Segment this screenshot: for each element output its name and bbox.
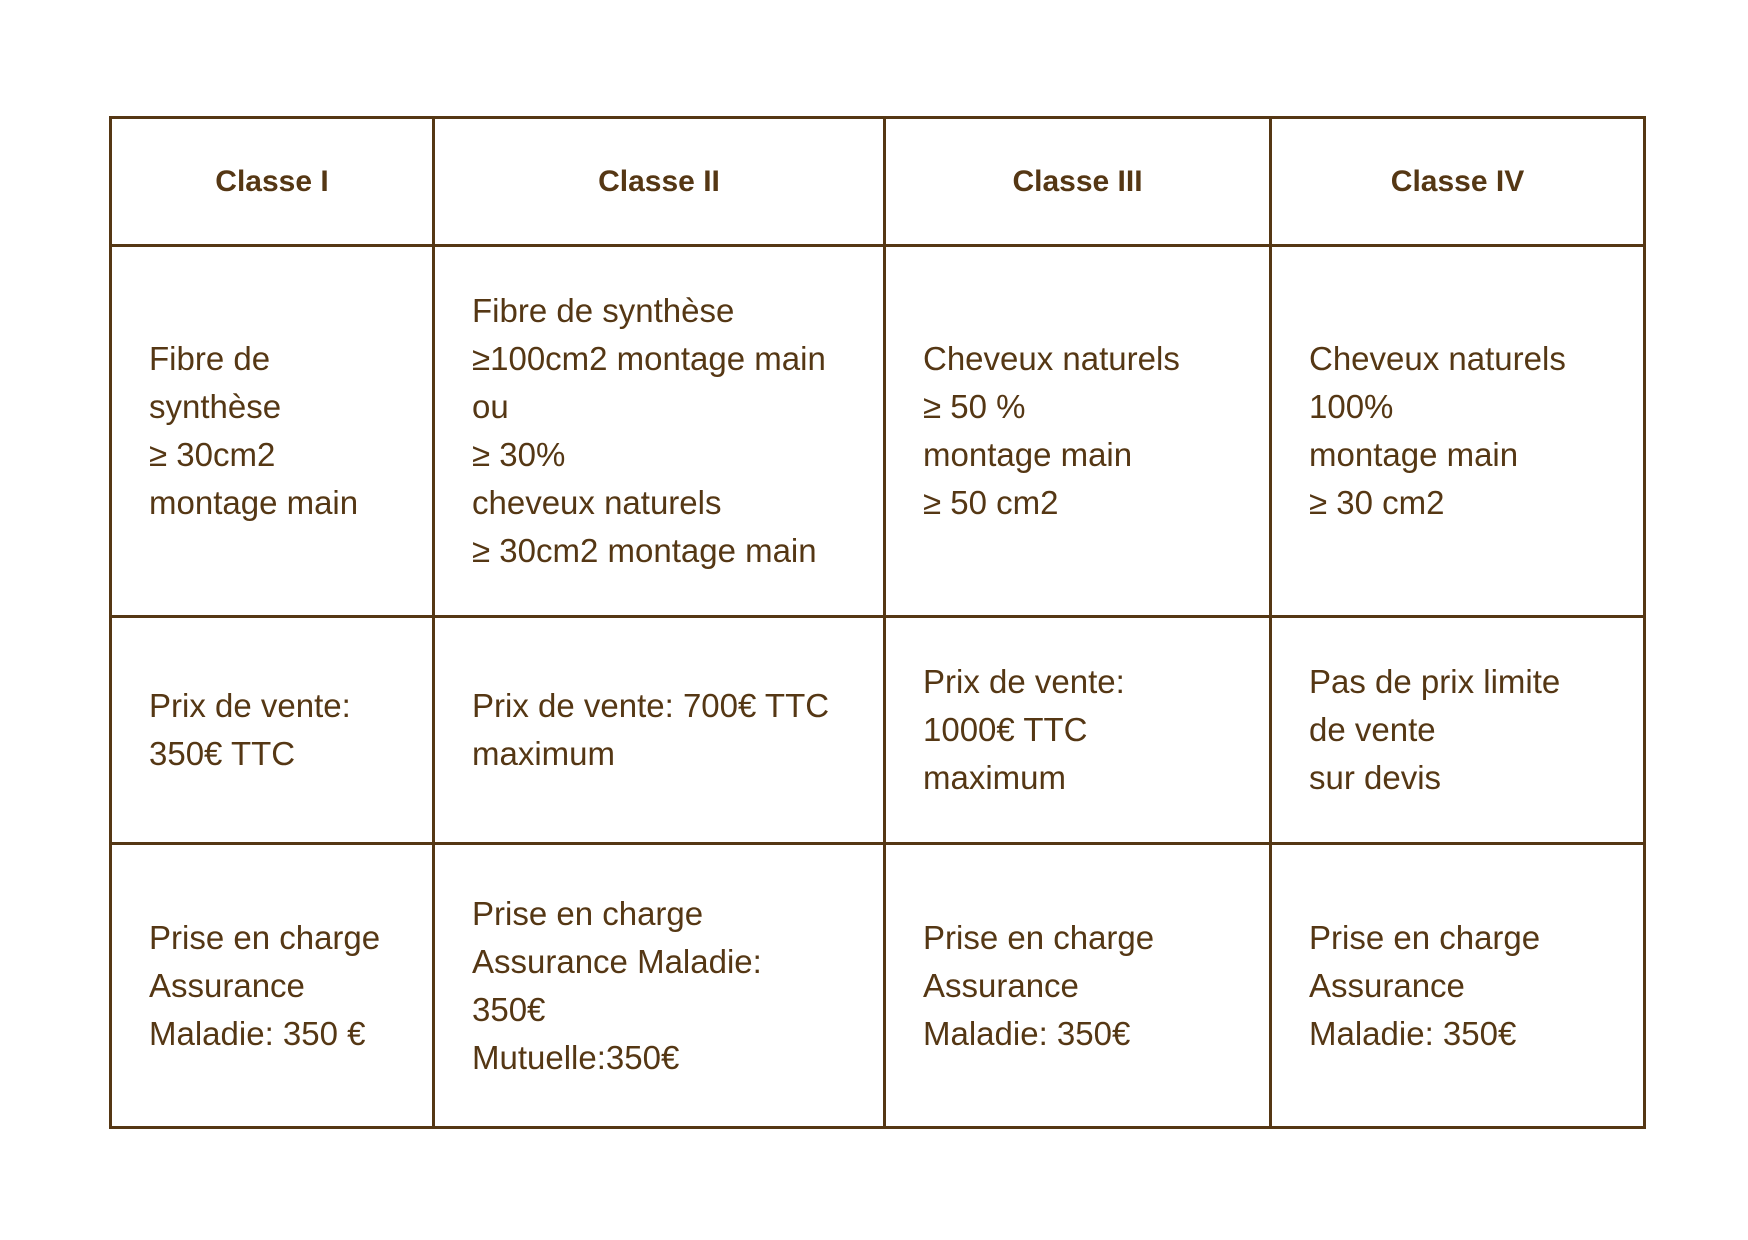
cell-classe-2-insurance — [434, 844, 885, 1128]
cell-line: 1000€ TTC — [923, 711, 1088, 748]
cell-line: sur devis — [1309, 759, 1442, 796]
cell-classe-2-description — [434, 246, 885, 617]
cell-line: Assurance Maladie: — [472, 942, 762, 980]
cell-line: maximum — [472, 735, 616, 772]
cell-line: montage main — [1309, 436, 1519, 473]
cell-line: Maladie: 350€ — [923, 1014, 1131, 1052]
header-classe-2: Classe II — [434, 118, 885, 246]
cell-line: Prise en charge — [472, 894, 704, 932]
header-row — [111, 118, 1645, 246]
cell-line: Assurance — [1309, 966, 1465, 1004]
cell-line: ≥ 30cm2 montage main — [472, 532, 817, 569]
header-classe-3: Classe III — [885, 118, 1271, 246]
cell-line: cheveux naturels — [472, 484, 722, 521]
cell-line: Fibre de — [149, 340, 271, 377]
cell-line: Prise en charge — [923, 918, 1155, 956]
cell-line: ≥ 30cm2 — [149, 436, 276, 473]
cell-classe-1-price — [111, 617, 434, 844]
cell-line: montage main — [923, 436, 1133, 473]
cell-line: Prix de vente: — [149, 687, 351, 724]
cell-line: Prise en charge — [149, 918, 381, 956]
cell-line: 350€ — [472, 990, 546, 1028]
cell-line: Maladie: 350€ — [1309, 1014, 1517, 1052]
cell-line: ≥ 50 % — [923, 388, 1026, 425]
cell-line: de vente — [1309, 711, 1436, 748]
cell-line: Cheveux naturels — [923, 340, 1180, 377]
cell-line: synthèse — [149, 388, 282, 425]
cell-classe-2-price — [434, 617, 885, 844]
table-row-price — [111, 617, 1645, 844]
cell-line: Pas de prix limite — [1309, 663, 1561, 700]
cell-line: Assurance — [149, 966, 305, 1004]
cell-classe-4-price — [1271, 617, 1645, 844]
cell-line: ≥100cm2 montage main — [472, 340, 826, 377]
cell-line: Mutuelle:350€ — [472, 1038, 680, 1076]
header-classe-1: Classe I — [111, 118, 434, 246]
cell-classe-3-insurance — [885, 844, 1271, 1128]
cell-line: Assurance — [923, 966, 1079, 1004]
cell-classe-1-description — [111, 246, 434, 617]
cell-classe-3-description — [885, 246, 1271, 617]
cell-line: ≥ 50 cm2 — [923, 484, 1059, 521]
cell-line: maximum — [923, 759, 1067, 796]
cell-line: ≥ 30 cm2 — [1309, 484, 1445, 521]
cell-line: 100% — [1309, 388, 1394, 425]
table-row-description — [111, 246, 1645, 617]
cell-classe-4-description — [1271, 246, 1645, 617]
cell-classe-1-insurance — [111, 844, 434, 1128]
cell-line: Prise en charge — [1309, 918, 1541, 956]
cell-classe-3-price — [885, 617, 1271, 844]
cell-line: 350€ TTC — [149, 735, 296, 772]
cell-line: Cheveux naturels — [1309, 340, 1566, 377]
cell-line: Prix de vente: — [923, 663, 1125, 700]
table-row-insurance — [111, 844, 1645, 1128]
cell-line: ≥ 30% — [472, 436, 566, 473]
cell-line: Fibre de synthèse — [472, 292, 735, 329]
cell-line: Prix de vente: 700€ TTC — [472, 687, 830, 724]
cell-line: ou — [472, 388, 509, 425]
classes-table — [109, 116, 1646, 1129]
cell-line: Maladie: 350 € — [149, 1014, 366, 1052]
cell-classe-4-insurance — [1271, 844, 1645, 1128]
header-classe-4: Classe IV — [1271, 118, 1645, 246]
cell-line: montage main — [149, 484, 359, 521]
